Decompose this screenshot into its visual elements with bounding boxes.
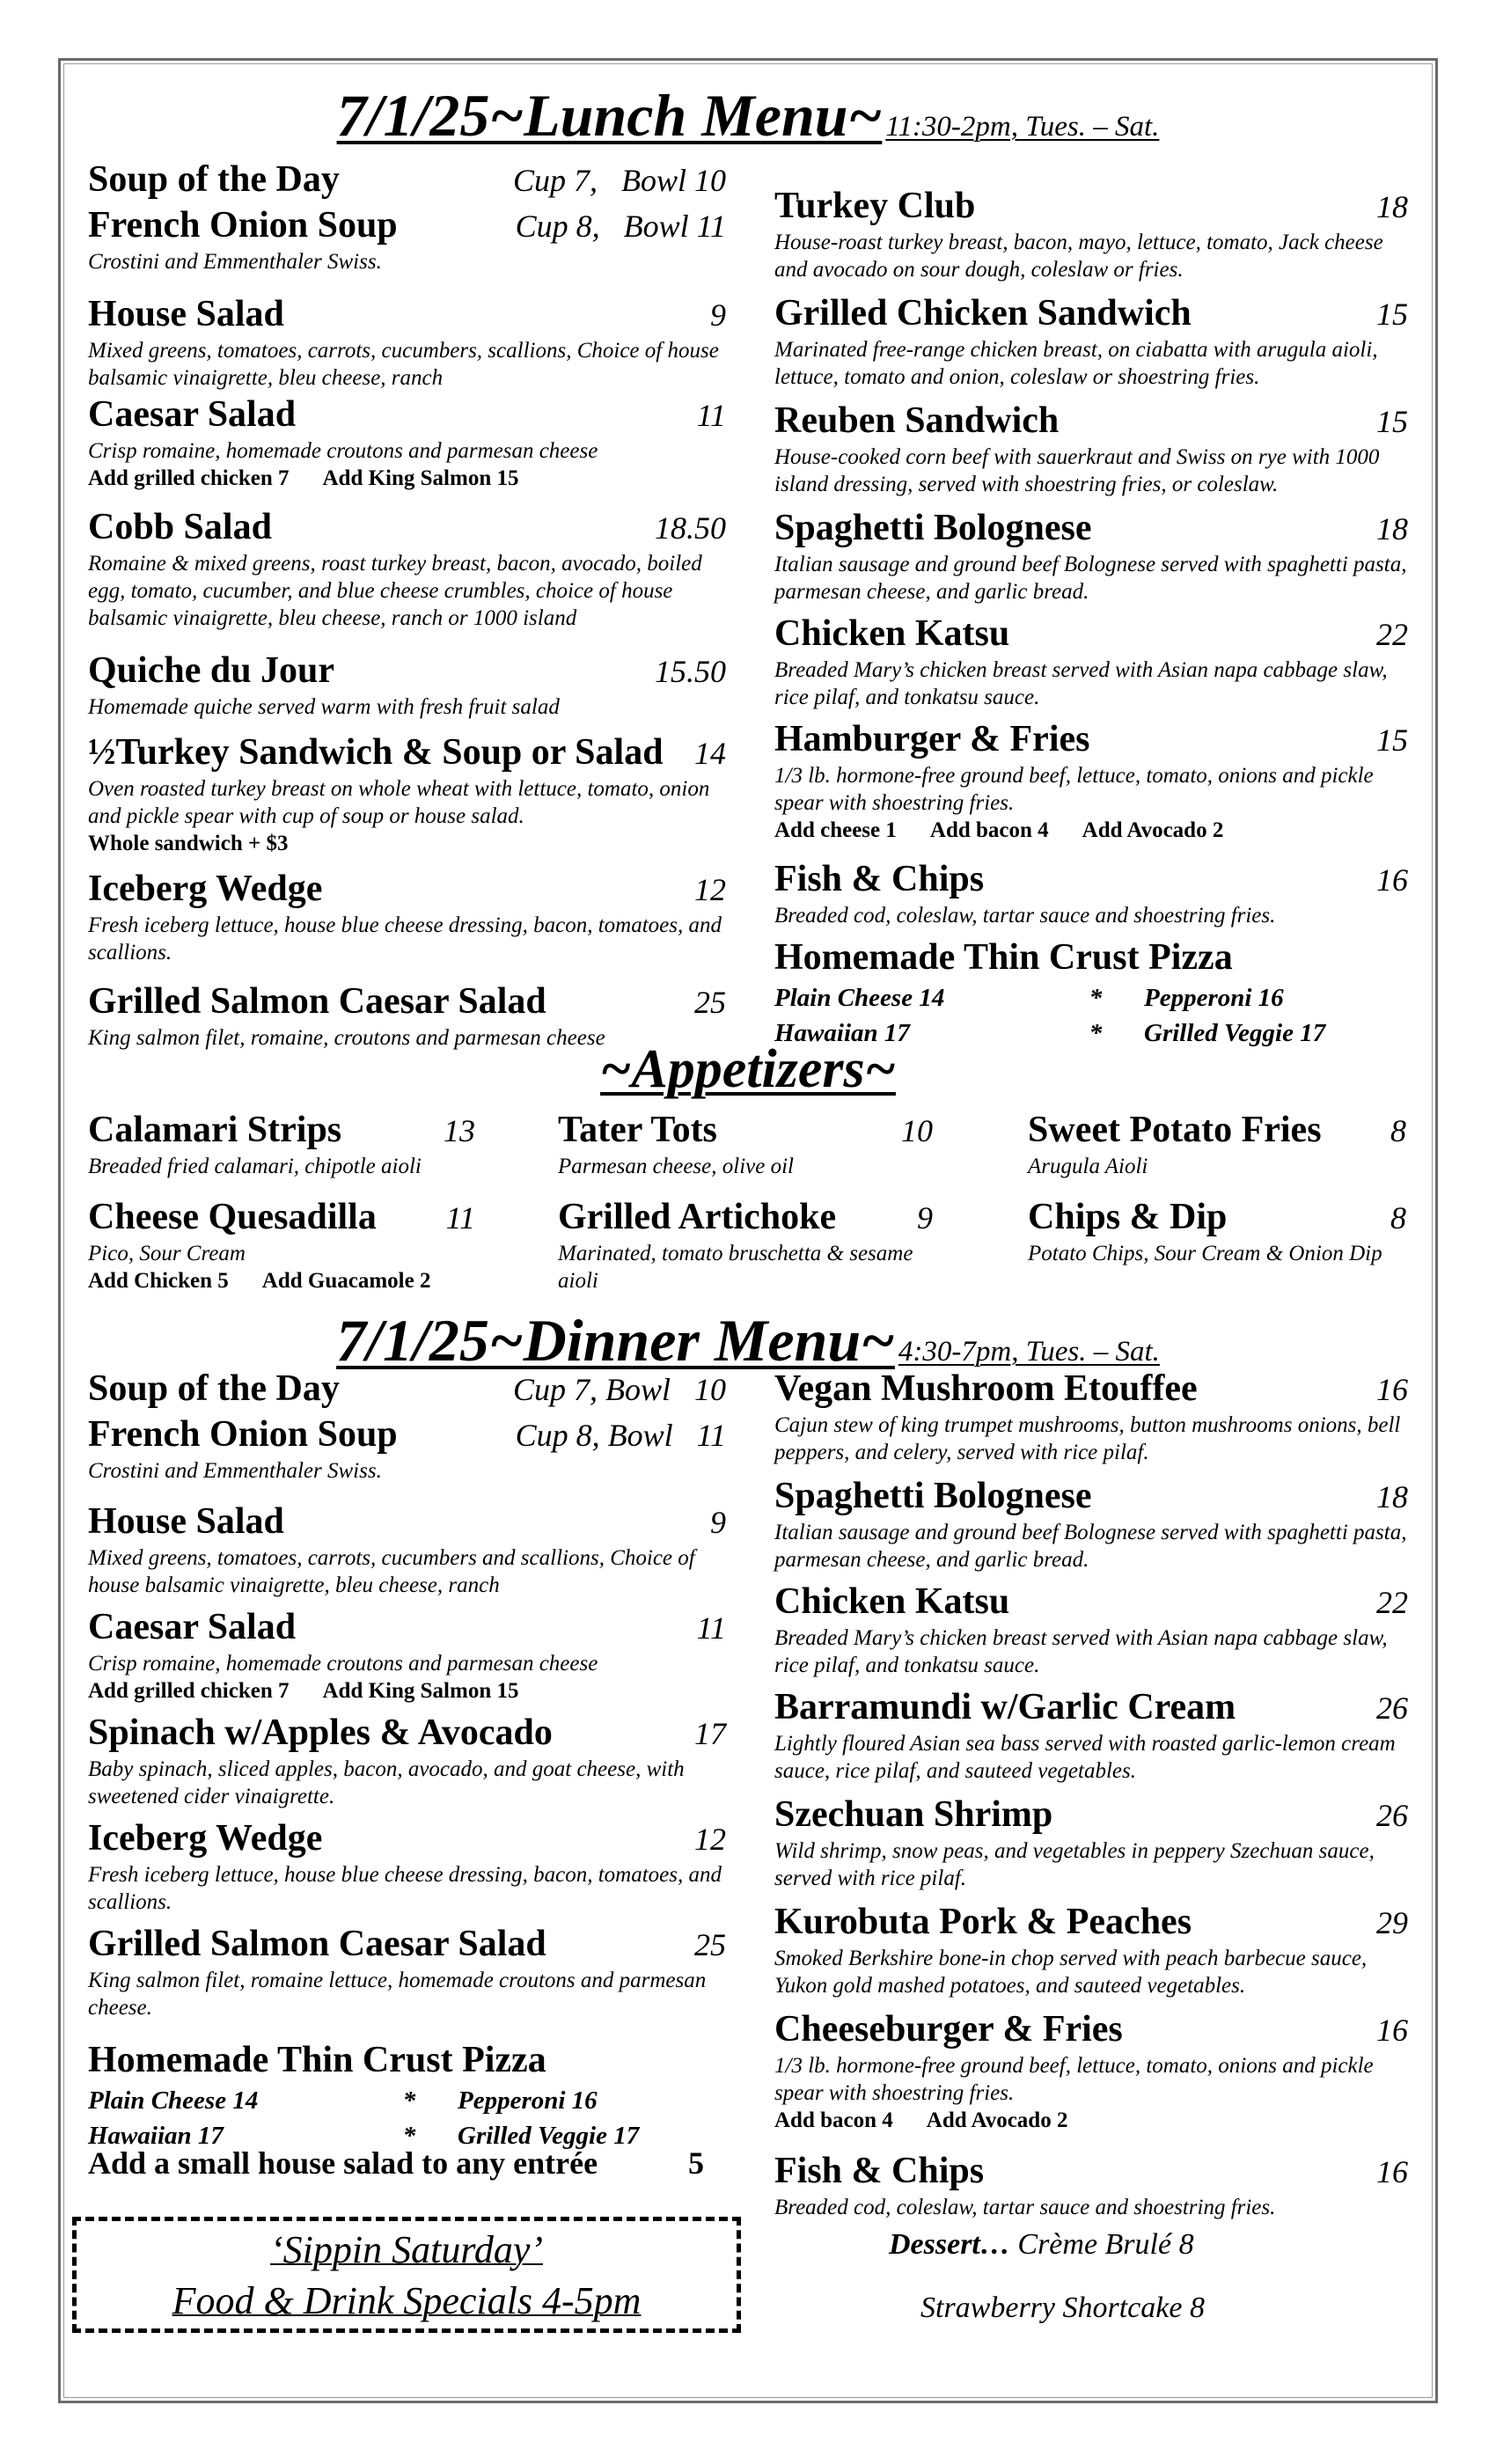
menu-item-name: Vegan Mushroom Etouffee [774, 1368, 1198, 1409]
dessert-line-2 [920, 2292, 1396, 2325]
menu-item-price: 8 [1390, 1200, 1406, 1236]
menu-item-description: Oven roasted turkey breast on whole wheat with lettuce, tomato, onion and pickle spear with cup of soup or house salad. [88, 777, 710, 828]
menu-item-addon: Whole sandwich + $3 [88, 832, 289, 855]
menu-item-price: 9 [710, 297, 726, 333]
menu-item-price: 17 [694, 1716, 726, 1751]
menu-item-description: Breaded Mary’s chicken breast served with Asian napa cabbage slaw, rice pilaf, and tonkatsu sauce. [774, 658, 1388, 709]
menu-item-header [774, 1366, 1408, 1412]
menu-item-price: 16 [1376, 2154, 1408, 2189]
menu-item-header [774, 398, 1408, 444]
lunch-left-column [88, 157, 726, 1052]
lunch-hours: 11:30-2pm, Tues. – Sat. [885, 111, 1160, 143]
menu-item [88, 1604, 726, 1705]
lunch-title-text: 7/1/25~Lunch Menu~ [336, 82, 883, 149]
menu-item-price: 15 [1376, 404, 1408, 439]
menu-item-header [88, 392, 726, 437]
menu-item-name: Calamari Strips [88, 1110, 342, 1150]
menu-item-cup-bowl [516, 208, 726, 245]
menu-item-name: Chips & Dip [1028, 1197, 1228, 1237]
pizza-option: Grilled Veggie 17 [458, 2122, 640, 2150]
menu-item [774, 398, 1408, 498]
menu-item [88, 504, 726, 632]
menu-item-name: Iceberg Wedge [88, 1818, 323, 1859]
menu-item-bowl-price: 11 [696, 1418, 726, 1453]
menu-item-header [774, 1792, 1408, 1837]
menu-item [774, 1792, 1408, 1892]
menu-item-cup-bowl [513, 1371, 726, 1408]
menu-item-description: Breaded fried calamari, chipotle aioli [88, 1155, 422, 1178]
menu-item-header [774, 1899, 1408, 1945]
menu-item-addon: Add King Salmon 15 [322, 466, 519, 490]
menu-item-header [774, 1684, 1408, 1730]
pizza-option: Hawaiian 17 [88, 2122, 224, 2150]
menu-item-header [88, 1107, 475, 1153]
menu-item-name: Soup of the Day [88, 159, 340, 200]
menu-item-addon: Add cheese 1 [774, 818, 897, 842]
menu-item-header [774, 290, 1408, 336]
menu-item [774, 1366, 1408, 1466]
menu-item-name: Hamburger & Fries [774, 719, 1090, 759]
menu-item [774, 1579, 1408, 1679]
appetizers-title [440, 1038, 1056, 1101]
menu-item [88, 1412, 726, 1485]
menu-item-addons [88, 1267, 475, 1294]
menu-item-name: Fish & Chips [774, 859, 985, 899]
pizza-separator: * [1089, 984, 1103, 1012]
menu-item [88, 392, 726, 492]
menu-item [88, 1815, 726, 1916]
pizza-row [774, 980, 1408, 1016]
menu-item [88, 730, 726, 857]
menu-item [774, 1899, 1408, 1999]
menu-item-description: Parmesan cheese, olive oil [558, 1155, 794, 1178]
dinner-left-column [88, 1366, 726, 2153]
menu-item-header [88, 979, 726, 1024]
menu-item [774, 716, 1408, 844]
menu-item-name: Spaghetti Bolognese [774, 508, 1092, 548]
menu-item-header [88, 730, 726, 775]
menu-item-name: Caesar Salad [88, 1607, 297, 1647]
menu-item-description: Crisp romaine, homemade croutons and parmesan cheese [88, 1652, 598, 1676]
menu-item-name: Sweet Potato Fries [1028, 1110, 1322, 1150]
menu-item-description: Fresh iceberg lettuce, house blue cheese dressing, bacon, tomatoes, and scallions. [88, 1863, 722, 1914]
appetizers-column-2 [558, 1107, 933, 1294]
menu-item-price: 22 [1376, 1585, 1408, 1620]
menu-item-name: Kurobuta Pork & Peaches [774, 1902, 1192, 1942]
menu-item [1028, 1107, 1406, 1180]
menu-item [558, 1107, 933, 1180]
menu-item-name: Grilled Artichoke [558, 1197, 837, 1237]
menu-item-description: Breaded cod, coleslaw, tartar sauce and shoestring fries. [774, 2196, 1276, 2219]
menu-item-name: Grilled Salmon Caesar Salad [88, 981, 546, 1022]
menu-item-description: Baby spinach, sliced apples, bacon, avocado, and goat cheese, with sweetened cider vinaigrette. [88, 1757, 685, 1808]
lunch-title [264, 81, 1232, 150]
pizza-separator: * [402, 2086, 416, 2115]
menu-item-addon: Add Avocado 2 [1082, 818, 1224, 842]
menu-item-name: Szechuan Shrimp [774, 1794, 1053, 1835]
menu-item [774, 2006, 1408, 2134]
menu-item-description: Marinated free-range chicken breast, on ciabatta with arugula aioli, lettuce, tomato and onion, coleslaw or shoestring fries. [774, 338, 1378, 389]
menu-item-addons [774, 817, 1408, 844]
menu-item-addons [774, 2107, 1408, 2134]
menu-item-header [88, 1366, 726, 1412]
menu-item-addon: Add King Salmon 15 [322, 1679, 519, 1703]
menu-item-name: Spinach w/Apples & Avocado [88, 1712, 553, 1753]
menu-item-header [774, 2148, 1408, 2194]
menu-item-description: Arugula Aioli [1028, 1155, 1148, 1178]
menu-item [1028, 1194, 1406, 1267]
menu-item [88, 866, 726, 966]
menu-item-name: Quiche du Jour [88, 650, 335, 691]
menu-item-name: Turkey Club [774, 186, 976, 226]
menu-item [88, 202, 726, 275]
menu-item-name: Barramundi w/Garlic Cream [774, 1687, 1236, 1727]
menu-item-price: 9 [917, 1200, 933, 1236]
menu-item-price: 16 [1376, 1372, 1408, 1407]
menu-item-header [88, 1921, 726, 1967]
menu-item-addon: Add Avocado 2 [926, 2108, 1068, 2132]
lunch-right-column [774, 183, 1408, 1051]
menu-item-header [558, 1107, 933, 1153]
dessert-item-shortcake: Strawberry Shortcake 8 [920, 2292, 1205, 2324]
menu-item-price: 11 [445, 1200, 475, 1236]
menu-item-bowl-price: Bowl 11 [623, 209, 726, 244]
menu-item-header [774, 611, 1408, 656]
menu-item-header [88, 157, 726, 202]
menu-item-description: Breaded cod, coleslaw, tartar sauce and shoestring fries. [774, 904, 1276, 928]
pizza-option: Pepperoni 16 [1144, 984, 1284, 1012]
menu-item-cup-bowl [516, 1417, 726, 1454]
menu-item-price: 25 [694, 1927, 726, 1962]
menu-item-price: 25 [694, 985, 726, 1020]
menu-item [774, 856, 1408, 929]
menu-item-header [774, 856, 1408, 902]
appetizers-column-3 [1028, 1107, 1406, 1267]
pizza-option: Grilled Veggie 17 [1144, 1019, 1326, 1047]
menu-item-description: Fresh iceberg lettuce, house blue cheese dressing, bacon, tomatoes, and scallions. [88, 913, 722, 964]
menu-item-addon: Add bacon 4 [774, 2108, 893, 2132]
menu-item-cup-price: Cup 8, Bowl [515, 1418, 673, 1453]
menu-item-description: King salmon filet, romaine lettuce, homemade croutons and parmesan cheese. [88, 1969, 707, 2020]
pizza-separator: * [1089, 1019, 1103, 1047]
menu-item-header [88, 866, 726, 912]
menu-item-price: 16 [1376, 862, 1408, 898]
dinner-title-text: 7/1/25~Dinner Menu~ [336, 1307, 895, 1374]
menu-item-description: Pico, Sour Cream [88, 1242, 246, 1265]
menu-item-header [774, 1579, 1408, 1624]
menu-item-bowl-price: Bowl 10 [620, 163, 726, 198]
menu-item-description: Crisp romaine, homemade croutons and parmesan cheese [88, 439, 598, 463]
menu-item-name: Chicken Katsu [774, 613, 1010, 654]
menu-item-header [774, 183, 1408, 229]
dinner-hours: 4:30-7pm, Tues. – Sat. [898, 1336, 1160, 1368]
menu-item-name: Iceberg Wedge [88, 869, 323, 909]
menu-item-description: Homemade quiche served warm with fresh fruit salad [88, 695, 560, 719]
menu-item-header [774, 2006, 1408, 2052]
menu-item-description: Potato Chips, Sour Cream & Onion Dip [1028, 1242, 1382, 1265]
menu-item-addon: Add bacon 4 [929, 818, 1049, 842]
menu-item-price: 18 [1376, 189, 1408, 224]
menu-item-description: House-roast turkey breast, bacon, mayo, lettuce, tomato, Jack cheese and avocado on sour dough, coleslaw or fries. [774, 231, 1383, 282]
menu-item-name: Homemade Thin Crust Pizza [88, 2040, 546, 2080]
dessert-item-creme-brule: Crème Brulé 8 [1017, 2228, 1194, 2261]
menu-item-price: 16 [1376, 2013, 1408, 2048]
menu-item-header [88, 2037, 726, 2083]
menu-item [774, 1473, 1408, 1573]
menu-item-header [88, 1815, 726, 1861]
pizza-option: Plain Cheese 14 [774, 984, 945, 1012]
menu-item-description: Smoked Berkshire bone-in chop served with peach barbecue sauce, Yukon gold mashed potatoes, and sauteed vegetables. [774, 1947, 1368, 1998]
menu-item-addon: Add grilled chicken 7 [88, 1679, 290, 1703]
house-salad-note [88, 2140, 704, 2186]
menu-item-name: Reuben Sandwich [774, 400, 1060, 441]
pizza-separator: * [402, 2122, 416, 2150]
menu-item-cup-bowl [513, 162, 726, 199]
house-salad-note-price: 5 [688, 2145, 704, 2181]
menu-item [774, 611, 1408, 711]
menu-item-addons [88, 1677, 726, 1705]
menu-item-addon: Add grilled chicken 7 [88, 466, 290, 490]
menu-item [88, 1710, 726, 1810]
menu-item-name: Cobb Salad [88, 507, 272, 547]
menu-item-name: Chicken Katsu [774, 1581, 1010, 1622]
dessert-line-1 [889, 2228, 1364, 2262]
menu-item-price: 11 [696, 1610, 726, 1646]
menu-item-header [88, 1412, 726, 1457]
menu-item-header [558, 1194, 933, 1240]
menu-item [88, 1194, 475, 1294]
sippin-saturday-box [72, 2217, 741, 2333]
menu-item-price: 13 [444, 1113, 475, 1148]
menu-item-description: Cajun stew of king trumpet mushrooms, button mushrooms onions, bell peppers, and celery, served with rice pilaf. [774, 1413, 1401, 1464]
menu-item-bowl-price: 10 [694, 1372, 726, 1407]
pizza-row [88, 2083, 726, 2118]
menu-item-header [88, 202, 726, 248]
menu-item-price: 10 [901, 1113, 933, 1148]
house-salad-note-text: Add a small house salad to any entrée [88, 2145, 598, 2181]
menu-item [88, 157, 726, 202]
menu-item-description: Crostini and Emmenthaler Swiss. [88, 1459, 382, 1483]
menu-item-price: 18.50 [655, 510, 726, 546]
menu-item-name: Grilled Chicken Sandwich [774, 293, 1192, 334]
menu-item-description: Italian sausage and ground beef Bolognese served with spaghetti pasta, parmesan cheese, and garlic bread. [774, 553, 1407, 604]
pizza-option: Hawaiian 17 [774, 1019, 910, 1047]
menu-item-description: King salmon filet, romaine, croutons and parmesan cheese [88, 1026, 605, 1050]
dinner-right-column [774, 1366, 1408, 2221]
menu-item-price: 9 [710, 1505, 726, 1540]
menu-item-description: Marinated, tomato bruschetta & sesame aioli [558, 1242, 913, 1293]
menu-item-header [88, 1604, 726, 1650]
menu-item-description: Mixed greens, tomatoes, carrots, cucumbers, scallions, Choice of house balsamic vinaigrette, bleu cheese, ranch [88, 339, 719, 390]
menu-item-header [88, 648, 726, 693]
menu-item-header [774, 1473, 1408, 1519]
appetizers-column-1 [88, 1107, 475, 1294]
menu-item [774, 290, 1408, 391]
menu-item-price: 11 [696, 398, 726, 433]
menu-item-name: House Salad [88, 294, 284, 334]
menu-item-price: 15 [1376, 722, 1408, 758]
menu-item [774, 505, 1408, 605]
menu-item [88, 1499, 726, 1599]
menu-item-description: 1/3 lb. hormone-free ground beef, lettuce, tomato, onions and pickle spear with shoestring fries. [774, 2054, 1374, 2105]
menu-item-price: 8 [1390, 1113, 1406, 1148]
menu-item-header [774, 505, 1408, 551]
dessert-label: Dessert… [889, 2228, 1010, 2261]
menu-item-header [88, 1710, 726, 1756]
menu-item [88, 291, 726, 392]
menu-item [88, 1366, 726, 1412]
menu-item [558, 1194, 933, 1294]
appetizers-title-text: ~Appetizers~ [600, 1039, 896, 1099]
menu-item [88, 648, 726, 721]
menu-item-header [1028, 1194, 1406, 1240]
menu-item-name: Soup of the Day [88, 1368, 340, 1409]
menu-item-header [88, 1194, 475, 1240]
menu-item-price: 26 [1376, 1798, 1408, 1833]
menu-item-price: 12 [694, 1822, 726, 1857]
menu-item-name: Fish & Chips [774, 2151, 985, 2191]
menu-item-name: French Onion Soup [88, 1414, 398, 1455]
menu-item-description: Crostini and Emmenthaler Swiss. [88, 250, 382, 274]
menu-item-name: Tater Tots [558, 1110, 717, 1150]
menu-item-description: Romaine & mixed greens, roast turkey breast, bacon, avocado, boiled egg, tomato, cucumber, and blue cheese crumbles, choice of house balsamic vinaigrette, bleu cheese, ranch or 1000 island [88, 552, 702, 630]
menu-item-description: 1/3 lb. hormone-free ground beef, lettuce, tomato, onions and pickle spear with shoestring fries. [774, 764, 1374, 815]
menu-item-description: House-cooked corn beef with sauerkraut and Swiss on rye with 1000 island dressing, served with shoestring fries, or coleslaw. [774, 445, 1380, 496]
sippin-saturday-subtitle: Food & Drink Specials 4-5pm [172, 2279, 642, 2322]
menu-item-price: 14 [694, 736, 726, 771]
menu-item-price: 15.50 [655, 654, 726, 689]
menu-item-price: 26 [1376, 1690, 1408, 1726]
menu-item [774, 935, 1408, 1051]
menu-item-cup-price: Cup 8, [515, 209, 600, 244]
menu-item-description: Wild shrimp, snow peas, and vegetables in peppery Szechuan sauce, served with rice pilaf. [774, 1839, 1375, 1890]
menu-item [88, 2037, 726, 2153]
menu-item-header [88, 1499, 726, 1544]
menu-item [774, 2148, 1408, 2221]
menu-item-price: 29 [1376, 1905, 1408, 1940]
menu-item-name: ½Turkey Sandwich & Soup or Salad [88, 732, 664, 773]
menu-item-addon: Add Guacamole 2 [261, 1269, 431, 1293]
menu-item-price: 22 [1376, 617, 1408, 652]
menu-item-addons [88, 465, 726, 492]
menu-item-header [88, 291, 726, 337]
menu-item-name: Homemade Thin Crust Pizza [774, 937, 1233, 978]
menu-item [774, 1684, 1408, 1785]
menu-item-cup-price: Cup 7, Bowl [512, 1372, 671, 1407]
menu-item-addons [88, 830, 726, 857]
menu-item-name: French Onion Soup [88, 205, 398, 246]
menu-item-price: 18 [1376, 511, 1408, 546]
menu-item-name: House Salad [88, 1501, 284, 1542]
menu-item-description: Breaded Mary’s chicken breast served with Asian napa cabbage slaw, rice pilaf, and tonkatsu sauce. [774, 1626, 1388, 1677]
menu-item-header [774, 935, 1408, 980]
menu-item-price: 12 [694, 872, 726, 907]
sippin-saturday-title: ‘Sippin Saturday’ [270, 2228, 543, 2271]
pizza-option: Pepperoni 16 [458, 2086, 598, 2115]
menu-item-cup-price: Cup 7, [512, 163, 598, 198]
menu-item-name: Spaghetti Bolognese [774, 1476, 1092, 1516]
menu-item [88, 1107, 475, 1180]
menu-item-header [774, 716, 1408, 762]
menu-item-price: 15 [1376, 297, 1408, 332]
menu-item-name: Caesar Salad [88, 394, 297, 435]
menu-item-description: Mixed greens, tomatoes, carrots, cucumbers and scallions, Choice of house balsamic vinaigrette, bleu cheese, ranch [88, 1546, 695, 1597]
menu-item-name: Cheeseburger & Fries [774, 2009, 1123, 2050]
menu-item-name: Grilled Salmon Caesar Salad [88, 1924, 546, 1964]
menu-item-header [88, 504, 726, 550]
menu-item-name: Cheese Quesadilla [88, 1197, 377, 1237]
menu-item [88, 1921, 726, 2021]
menu-item-addon: Add Chicken 5 [88, 1269, 229, 1293]
menu-item-header [1028, 1107, 1406, 1153]
menu-item [774, 183, 1408, 283]
menu-item-description: Italian sausage and ground beef Bolognese served with spaghetti pasta, parmesan cheese, and garlic bread. [774, 1521, 1407, 1572]
menu-item-description: Lightly floured Asian sea bass served with roasted garlic-lemon cream sauce, rice pilaf, and sauteed vegetables. [774, 1732, 1396, 1783]
menu-item-price: 18 [1376, 1479, 1408, 1514]
pizza-option: Plain Cheese 14 [88, 2086, 259, 2115]
